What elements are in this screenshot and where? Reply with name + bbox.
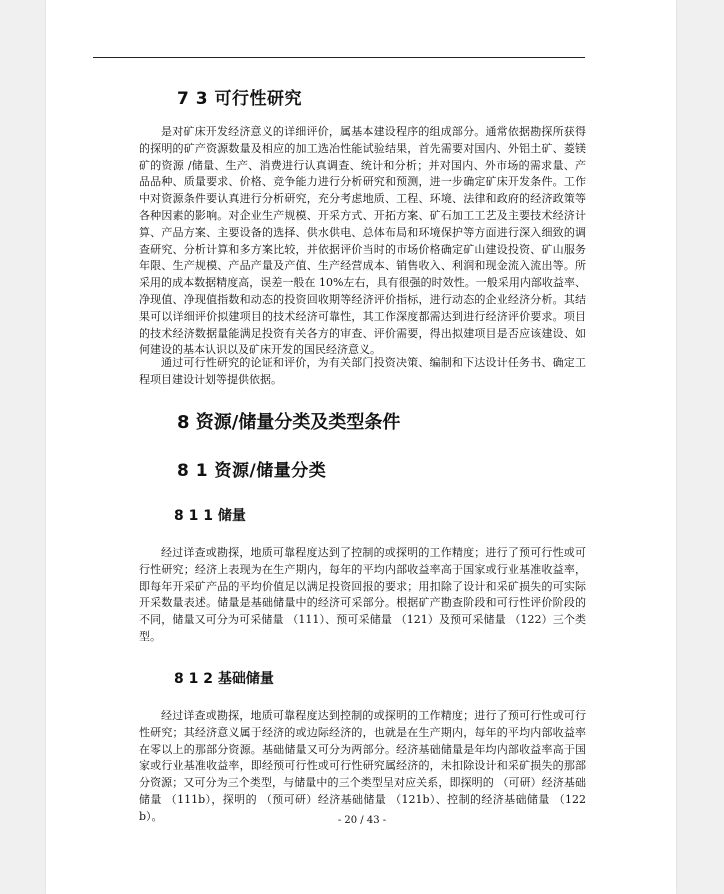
section-7-3-paragraph-1: 是对矿床开发经济意义的详细评价，属基本建设程序的组成部分。通常依据勘探所获得的探明的矿产资源数量及相应的加工选冶性能试验结果，首先需要对国内、外铝土矿、菱镁矿的资源 /储量、生产、消费进行认真调查、统计和分析；并对国内、外市场的需求量、产品品种、质量要求、价格、竞争能力进行分析研究和预测，进一步确定矿床开发条件。工作中对资源条件要认真进行分析研究，充分考虑地质、工程、环境、法律和政府的经济政策等各种因素的影响。对企业生产规模、开采方式、开拓方案、矿石加工工艺及主要技术经济计算、产品方案、主要设备的选择、供水供电、总体布局和环境保护等方面进行深入细致的调查研究、分析计算和多方案比较，并依据评价当时的市场价格确定矿山建设投资、矿山服务年限、生产规模、产品产量及产值、生产经营成本、销售收入、利润和现金流入流出等。所采用的成本数据精度高，误差一般在 10%左右，具有很强的时效性。一般采用内部收益率、净现值、净现值指数和动态的投资回收期等经济评价指标，进行动态的企业经济分析。其结果可以详细评价拟建项目的技术经济可靠性，其工作深度都需达到进行经济评价要求。项目的技术经济数据量能满足投资有关各方的审查、评价需要，得出拟建项目是否应该建设、如何建设的基本认识以及矿床开发的国民经济意义。 bbox=[139, 125, 586, 357]
header-rule bbox=[93, 57, 585, 58]
page-number: - 20 / 43 - bbox=[337, 815, 387, 826]
section-8-1-1-heading: 8 1 1 储量 bbox=[174, 508, 246, 524]
section-8-1-2-paragraph: 经过详查或勘探，地质可靠程度达到控制的或探明的工作精度；进行了预可行性或可行性研究；其经济意义属于经济的或边际经济的，也就是在生产期内，每年的平均内部收益率在零以上的那部分资源。基础储量又可分为两部分。经济基础储量是年均内部收益率高于国家或行业基准收益率，即经预可行性或可行性研究属经济的，未扣除设计和采矿损失的那部分资源；又可分为三个类型，与储量中的三个类型呈对应关系，即探明的 （可研）经济基础储量 （111b），探明的 （预可研）经济基础储量 （121b）、控制的经济基础储量 （122b）。 bbox=[139, 709, 586, 823]
section-8-1-heading: 8 1 资源/储量分类 bbox=[177, 461, 327, 481]
section-8-1-2-heading: 8 1 2 基础储量 bbox=[174, 671, 274, 687]
section-8-1-1-paragraph: 经过详查或勘探，地质可靠程度达到了控制的或探明的工作精度；进行了预可行性或可行性研究；经济上表现为在生产期内，每年的平均内部收益率高于国家或行业基准收益率，即每年开采矿产品的平均价值足以满足投资回报的要求；用扣除了设计和采矿损失的可实际开采数量表述。储量是基础储量中的经济可采部分。根据矿产勘查阶段和可行性评价阶段的不同，储量又可分为可采储量 （111）、预可采储量 （121）及预可采储量 （122）三个类型。 bbox=[139, 546, 586, 643]
section-8-heading: 8 资源/储量分类及类型条件 bbox=[177, 412, 401, 433]
section-7-3-heading: 7 3 可行性研究 bbox=[177, 89, 302, 109]
section-7-3-paragraph-2: 通过可行性研究的论证和评价，为有关部门投资决策、编制和下达设计任务书、确定工程项目建设计划等提供依据。 bbox=[139, 356, 586, 386]
